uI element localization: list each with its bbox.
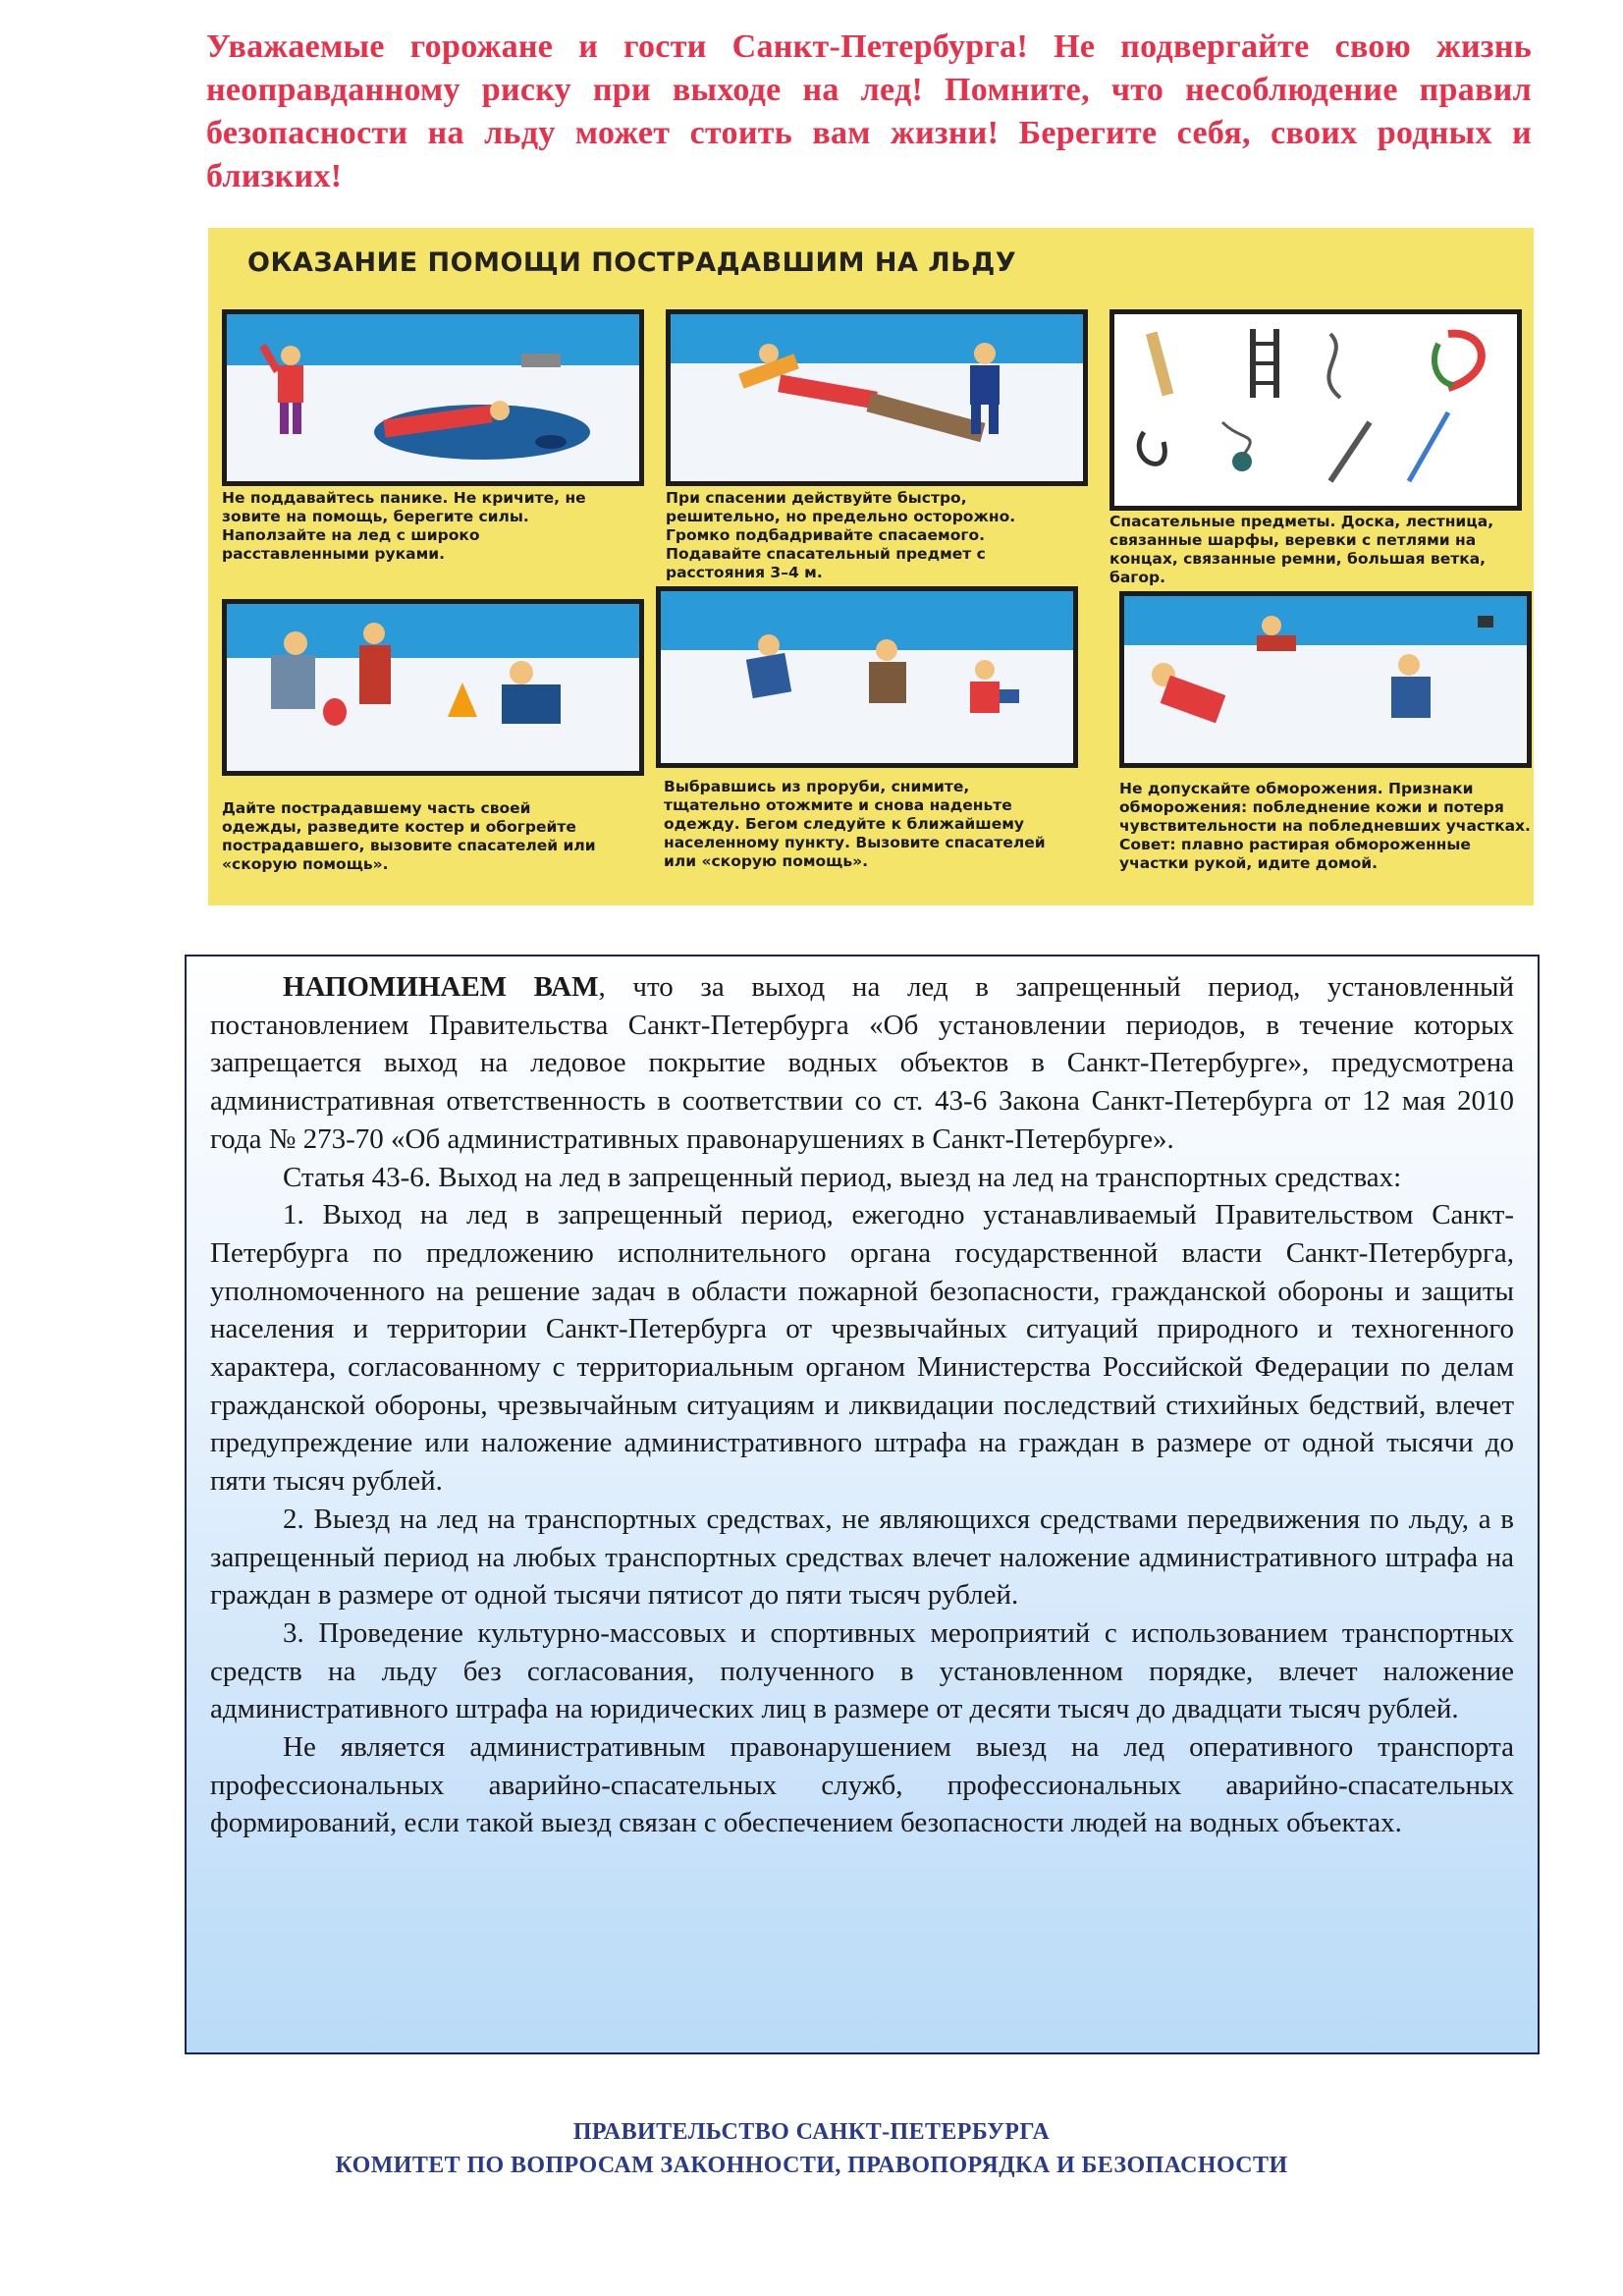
- panel-wring-clothes: [656, 586, 1078, 768]
- footer-government: ПРАВИТЕЛЬСТВО САНКТ-ПЕТЕРБУРГА: [572, 2119, 1051, 2145]
- caption-4: Дайте пострадавшему часть своей одежды, разведите костер и обогрейте пострадавшего, вызовите спасателей или «скорую помощь».: [222, 799, 596, 873]
- poster-title: ОКАЗАНИЕ ПОМОЩИ ПОСТРАДАВШИМ НА ЛЬДУ: [247, 247, 1017, 278]
- warning-message: Уважаемые горожане и гости Санкт-Петербурга! Не подвергайте свою жизнь неоправданному риску при выходе на лед! Помните, что несоблюдение правил безопасности на льду может стоить вам жизни! Берегите себя, своих родных и близких!: [206, 28, 1532, 194]
- panel-crawl-on-ice: [222, 309, 644, 486]
- caption-6: Не допускайте обморожения. Признаки обморожения: побледнение кожи и потеря чувствительности на побледневших участках. Совет: плавно растирая обмороженные участки рукой, идите домой.: [1119, 780, 1531, 872]
- notice-intro-text: , что за выход на лед в запрещенный период, установленный постановлением Правительства Санкт-Петербурга «Об установлении периодов, в течение которых запрещается выход на ледовое покрытие водных объектов в Санкт-Петербурге», предусмотрена административная ответственность в соответствии со ст. 43-6 Закона Санкт-Петербурга от 12 мая 2010 года № 273-70 «Об административных правонарушениях в Санкт-Петербурге».: [210, 971, 1514, 1155]
- notice-item-1: 1. Выход на лед в запрещенный период, ежегодно устанавливаемый Правительством Санкт-Петербурга по предложению исполнительного органа государственной власти Санкт-Петербурга, уполномоченного на решение задач в области пожарной безопасности, гражданской обороны и защиты населения и территории Санкт-Петербурга от чрезвычайных ситуаций природного и техногенного характера, согласованному с территориальным органом Министерства Российской Федерации по делам гражданской обороны, чрезвычайным ситуациям и ликвидации последствий стихийных бедствий, влечет предупреждение или наложение административного штрафа на граждан в размере от одной тысячи до пяти тысяч рублей.: [210, 1199, 1514, 1498]
- footer-committee: КОМИТЕТ ПО ВОПРОСАМ ЗАКОННОСТИ, ПРАВОПОРЯДКА И БЕЗОПАСНОСТИ: [335, 2153, 1288, 2178]
- caption-5: Выбравшись из проруби, снимите, тщательно отожмите и снова наденьте одежду. Бегом следуйте к ближайшему населенному пункту. Вызовите спасателей или «скорую помощь».: [664, 778, 1046, 870]
- caption-3: Спасательные предметы. Доска, лестница, связанные шарфы, веревки с петлями на концах, связанные ремни, большая ветка, багор.: [1109, 513, 1494, 586]
- ice-rescue-poster: [208, 228, 1534, 905]
- notice-item-2: 2. Выезд на лед на транспортных средствах, не являющихся средствами передвижения по льду, а в запрещенный период на любых транспортных средствах влечет наложение административного штрафа на граждан в размере от одной тысячи пятисот до пяти тысяч рублей.: [210, 1503, 1514, 1612]
- panel-rescue-items: [1109, 309, 1522, 511]
- panel-warm-victim: [222, 599, 644, 776]
- panel-rescue-action: [666, 309, 1088, 486]
- notice-exception: Не является административным правонарушением выезд на лед оперативного транспорта профессиональных аварийно-спасательных служб, профессиональных аварийно-спасательных формирований, если такой выезд связан с обеспечением безопасности людей на водных объектах.: [210, 1731, 1514, 1839]
- caption-2: При спасении действуйте быстро, решительно, но предельно осторожно. Громко подбадривайте спасаемого. Подавайте спасательный предмет с расстояния 3–4 м.: [666, 489, 1016, 581]
- notice-intro: [210, 968, 1514, 1159]
- notice-item-3: 3. Проведение культурно-массовых и спортивных мероприятий с использованием транспортных средств на льду без согласования, полученного в установленном порядке, влечет наложение административного штрафа на юридических лиц в размере от десяти тысяч до двадцати тысяч рублей.: [210, 1616, 1514, 1725]
- panel-frostbite: [1119, 591, 1532, 768]
- notice-lead: НАПОМИНАЕМ ВАМ: [283, 971, 599, 1003]
- legal-notice-box: [185, 955, 1540, 2054]
- caption-1: Не поддавайтесь панике. Не кричите, не зовите на помощь, берегите силы. Наползайте на лед с широко расставленными руками.: [222, 489, 586, 563]
- notice-article: Статья 43-6. Выход на лед в запрещенный период, выезд на лед на транспортных средствах:: [283, 1161, 1402, 1193]
